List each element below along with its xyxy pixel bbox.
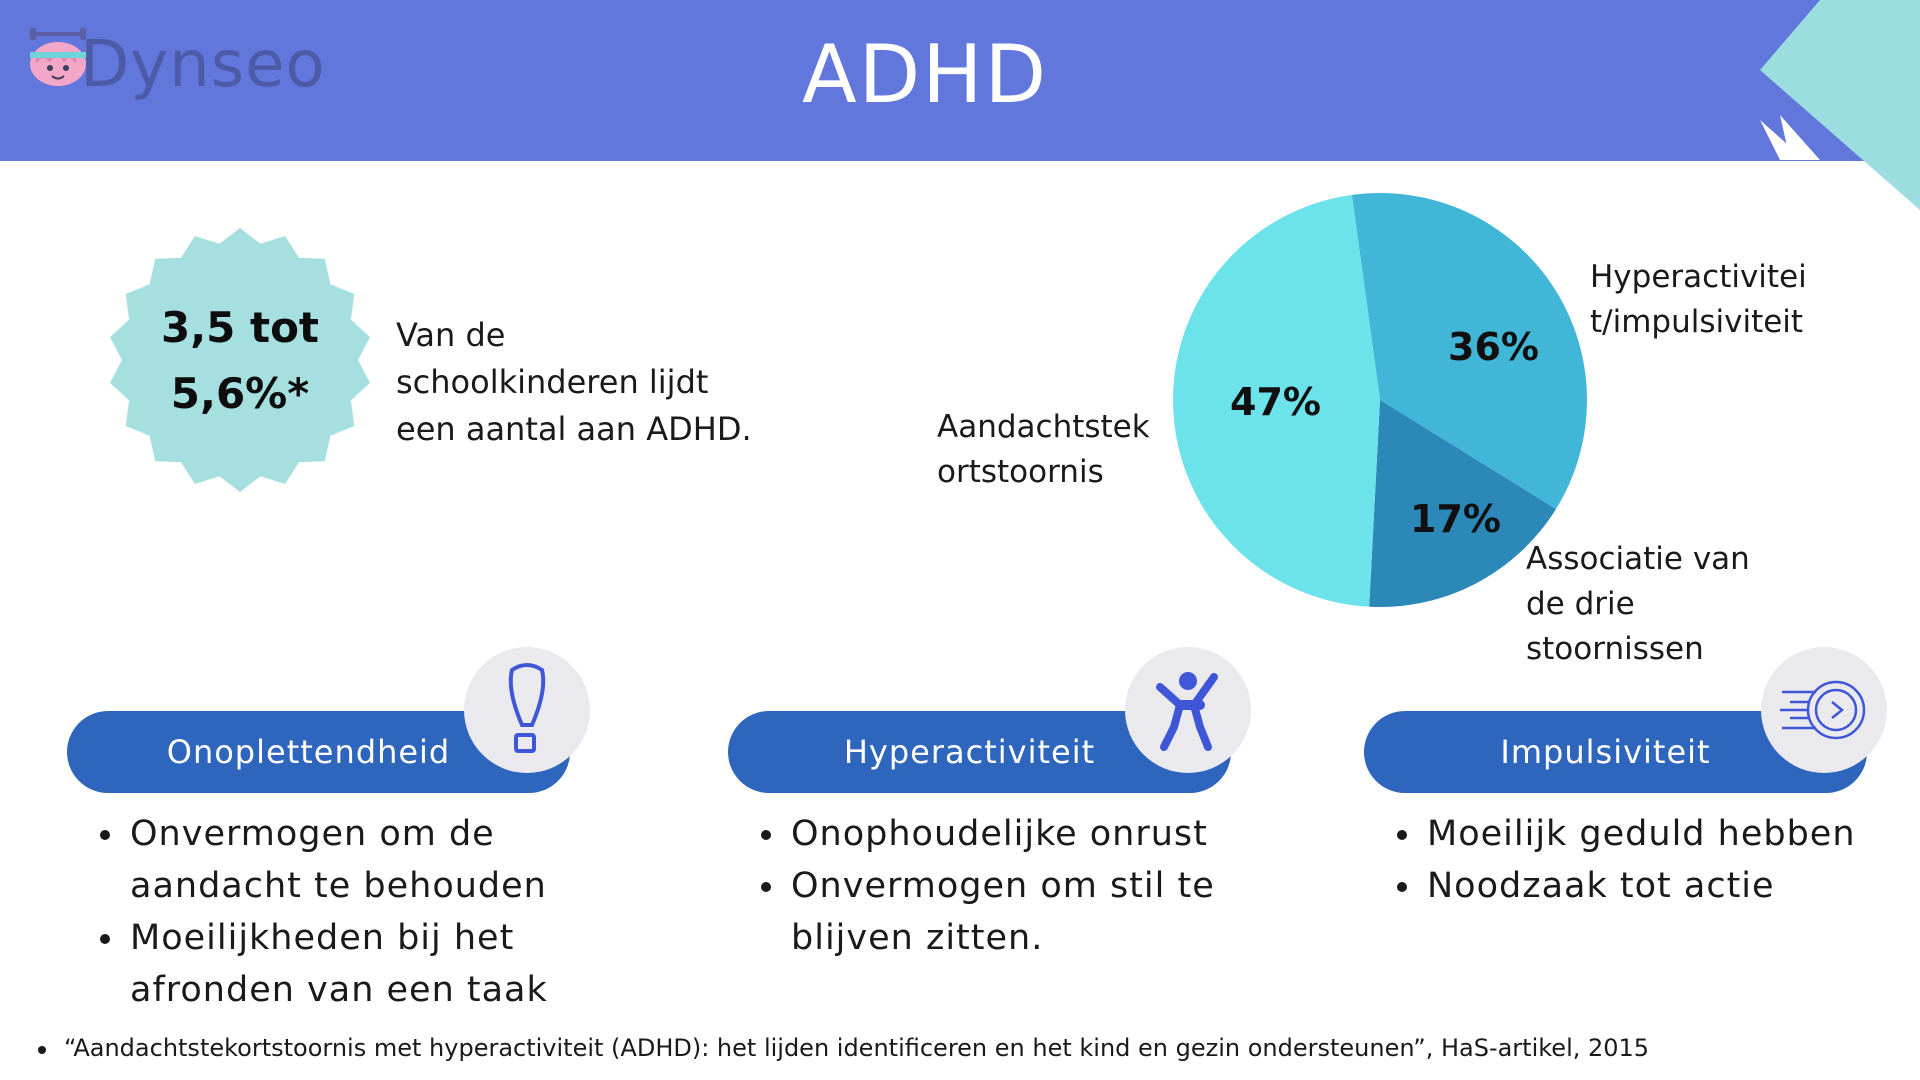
stat-line-1: 3,5 tot [160, 303, 320, 352]
legend-inattention-line-1: Aandachtstek [937, 409, 1150, 445]
legend-hyperactivity-line-2: t/impulsiviteit [1590, 304, 1804, 340]
list-item [1393, 808, 1856, 860]
list-item-line: aandacht te behouden [130, 866, 547, 906]
legend-hyperactivity-line-1: Hyperactivitei [1590, 259, 1807, 295]
brand-name: Dynseo [80, 28, 326, 102]
list-item-line: Moeilijk geduld hebben [1427, 814, 1856, 854]
pct-combined: 17% [1410, 497, 1501, 541]
legend-combined-line-1: Associatie van [1526, 541, 1750, 577]
list-item-line: Onophoudelijke onrust [791, 814, 1208, 854]
pct-inattention: 47% [1230, 380, 1321, 424]
legend-inattention-line-2: ortstoornis [937, 454, 1104, 490]
legend-inattention [937, 405, 1150, 495]
stat-description [396, 312, 752, 453]
category-label-hyperactivity: Hyperactiviteit [843, 733, 1096, 771]
legend-combined [1526, 537, 1750, 672]
list-item [1393, 860, 1856, 912]
category-label-inattention: Onoplettendheid [166, 733, 451, 771]
list-item [757, 860, 1215, 964]
corner-decoration [1760, 0, 1920, 210]
legend-combined-line-2: de drie [1526, 586, 1635, 622]
bullet-list-inattention [96, 808, 548, 1016]
list-item [96, 808, 548, 912]
stat-desc-line-2: schoolkinderen lijdt [396, 363, 709, 401]
bullet-list-impulsivity [1393, 808, 1856, 912]
list-item-line: Onvermogen om de [130, 814, 495, 854]
jumping-person-icon [1125, 647, 1251, 773]
list-item-line: Moeilijkheden bij het [130, 918, 515, 958]
brand-logo[interactable] [18, 18, 326, 108]
speed-target-icon [1761, 647, 1887, 773]
stat-line-2: 5,6%* [170, 369, 310, 418]
list-item-line: Noodzaak tot actie [1427, 866, 1775, 906]
list-item-line: blijven zitten. [791, 918, 1044, 958]
page-title: ADHD [801, 28, 1049, 121]
legend-combined-line-3: stoornissen [1526, 631, 1704, 667]
stat-desc-line-1: Van de [396, 316, 506, 354]
legend-hyperactivity [1590, 255, 1807, 345]
pct-hyperactivity: 36% [1448, 325, 1539, 369]
category-label-impulsivity: Impulsiviteit [1500, 733, 1711, 771]
list-item-line: Onvermogen om stil te [791, 866, 1215, 906]
exclamation-icon [464, 647, 590, 773]
stat-desc-line-3: een aantal aan ADHD. [396, 410, 752, 448]
list-item [757, 808, 1215, 860]
bullet-list-hyperactivity [757, 808, 1215, 964]
source-footnote: “Aandachtstekortstoornis met hyperactiviteit (ADHD): het lijden identificeren en het kind en gezin ondersteunen”, HaS-artikel, 2015 [36, 1034, 1649, 1062]
list-item [96, 912, 548, 1016]
stat-value [100, 295, 380, 427]
list-item-line: afronden van een taak [130, 970, 548, 1010]
